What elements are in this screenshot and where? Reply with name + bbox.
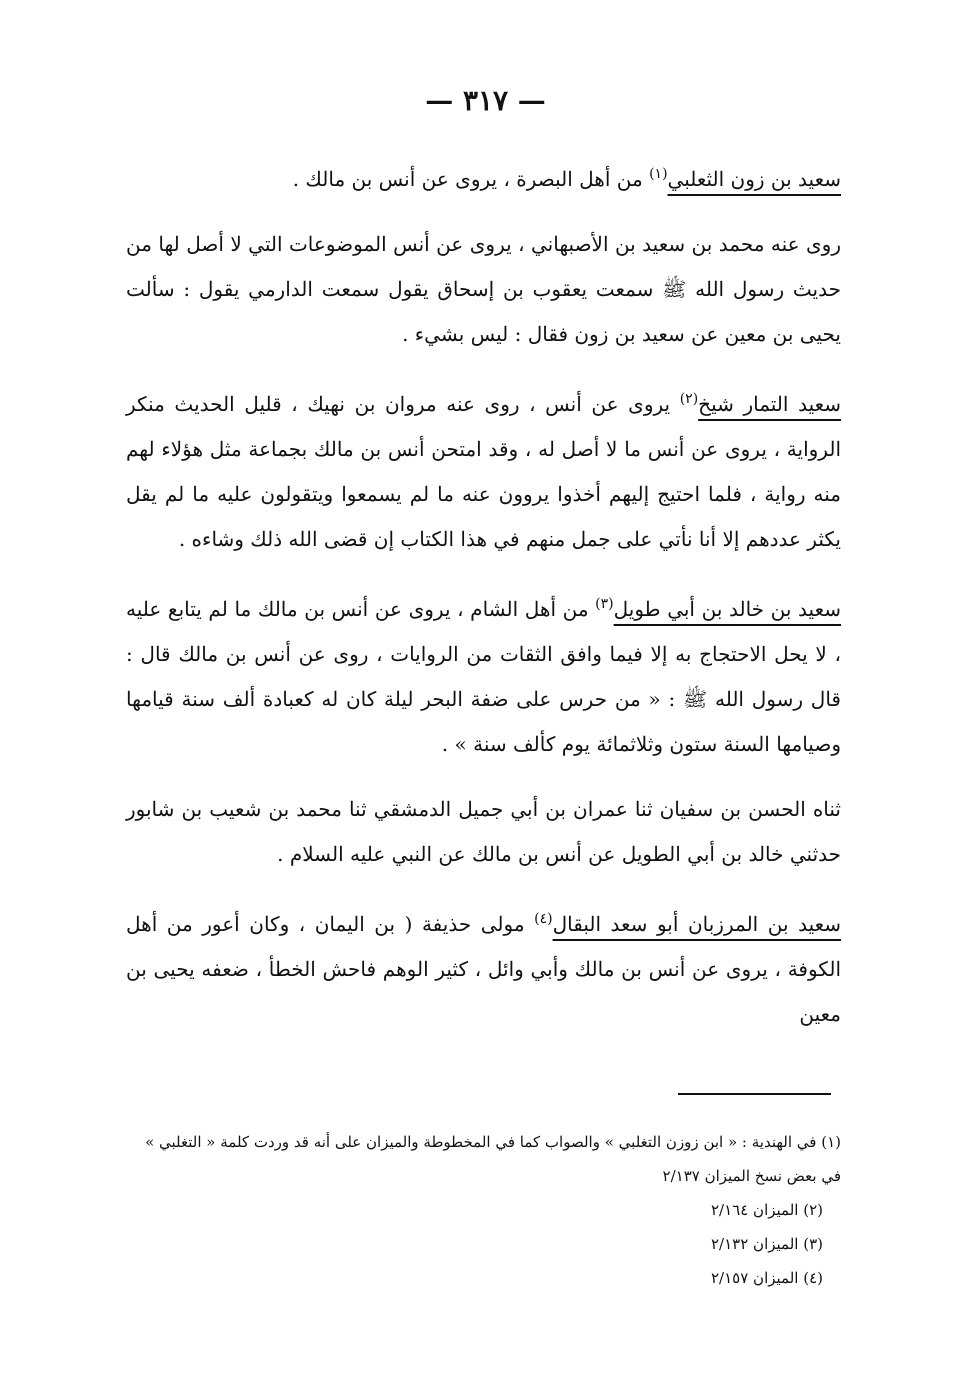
footnotes [126, 1125, 841, 1295]
entry-paragraph [126, 897, 841, 1037]
entry-name: سعيد بن زون الثعلبي [667, 167, 841, 191]
entry-paragraph [126, 582, 841, 767]
footnote-marker: (١) [649, 166, 668, 182]
footnote-marker: (٢) [679, 391, 699, 407]
footnote-marker: (٤) [534, 911, 553, 927]
footnote: (٢) الميزان ٢/١٦٤ [711, 1201, 823, 1219]
body-text [126, 152, 841, 1037]
entry-text: ثناه الحسن بن سفيان ثنا عمران بن أبي جميل الدمشقي ثنا محمد بن شعيب بن شابور حدثني خالد بن أبي الطويل عن أنس بن مالك عن النبي عليه السلام . [126, 797, 841, 866]
footnote: (٣) الميزان ٢/١٣٢ [711, 1235, 823, 1253]
entry-text: من أهل الشام ، يروى عن أنس بن مالك ما لم يتابع عليه ، لا يحل الاحتجاج به إلا فيما وافق الثقات من الروايات ، روى عن أنس بن مالك قال : قال رسول الله ﷺ : « من حرس على ضفة البحر ليلة كان له كعبادة ألف سنة قيامها وصيامها السنة ستون وثلاثمائة يوم كألف سنة » . [126, 597, 841, 756]
entry-paragraph [126, 152, 841, 202]
entry-name: سعيد بن المرزبان أبو سعد البقال [552, 912, 842, 936]
entry-paragraph [126, 222, 841, 357]
footnote: (١) في الهندية : « ابن زوزن التغلبي » والصواب كما في المخطوطة والميزان على أنه قد وردت كلمة « التغلبي » في بعض نسخ الميزان ٢/١٣٧ [145, 1133, 841, 1185]
entry-text: من أهل البصرة ، يروى عن أنس بن مالك . [292, 167, 650, 191]
footnote-marker: (٣) [595, 596, 614, 612]
entry-text: يروى عن أنس ، روى عنه مروان بن نهيك ، قليل الحديث منكر الرواية ، يروى عن أنس ما لا أصل له ، وقد امتحن أنس بن مالك بجماعة مثل هؤلاء لهم منه رواية ، فلما احتيج إليهم أخذوا يروون عنه ما لم يسمعوا ويتقولون عليه ما لم يقل يكثر عددهم إلا أنا نأتي على جمل منهم في هذا الكتاب إن قضى الله ذلك وشاءه . [126, 392, 841, 551]
footnote: (٤) الميزان ٢/١٥٧ [711, 1269, 823, 1287]
page-number: — ٣١٧ — [425, 84, 546, 117]
footnote-separator [678, 1093, 831, 1095]
entry-name: سعيد التمار شيخ [698, 392, 842, 416]
entry-paragraph [126, 787, 841, 877]
entry-paragraph [126, 377, 841, 562]
entry-name: سعيد بن خالد بن أبي طويل [613, 597, 841, 621]
entry-text: مولى حذيفة ( بن اليمان ، وكان أعور من أهل الكوفة ، يروى عن أنس بن مالك وأبي وائل ، كثير الوهم فاحش الخطأ ، ضعفه يحيى بن معين [126, 912, 841, 1026]
entry-text: روى عنه محمد بن سعيد بن الأصبهاني ، يروى عن أنس الموضوعات التي لا أصل لها من حديث رسول الله ﷺ سمعت يعقوب بن إسحاق يقول سمعت الدارمي يقول : سألت يحيى بن معين عن سعيد بن زون فقال : ليس بشيء . [126, 232, 841, 346]
